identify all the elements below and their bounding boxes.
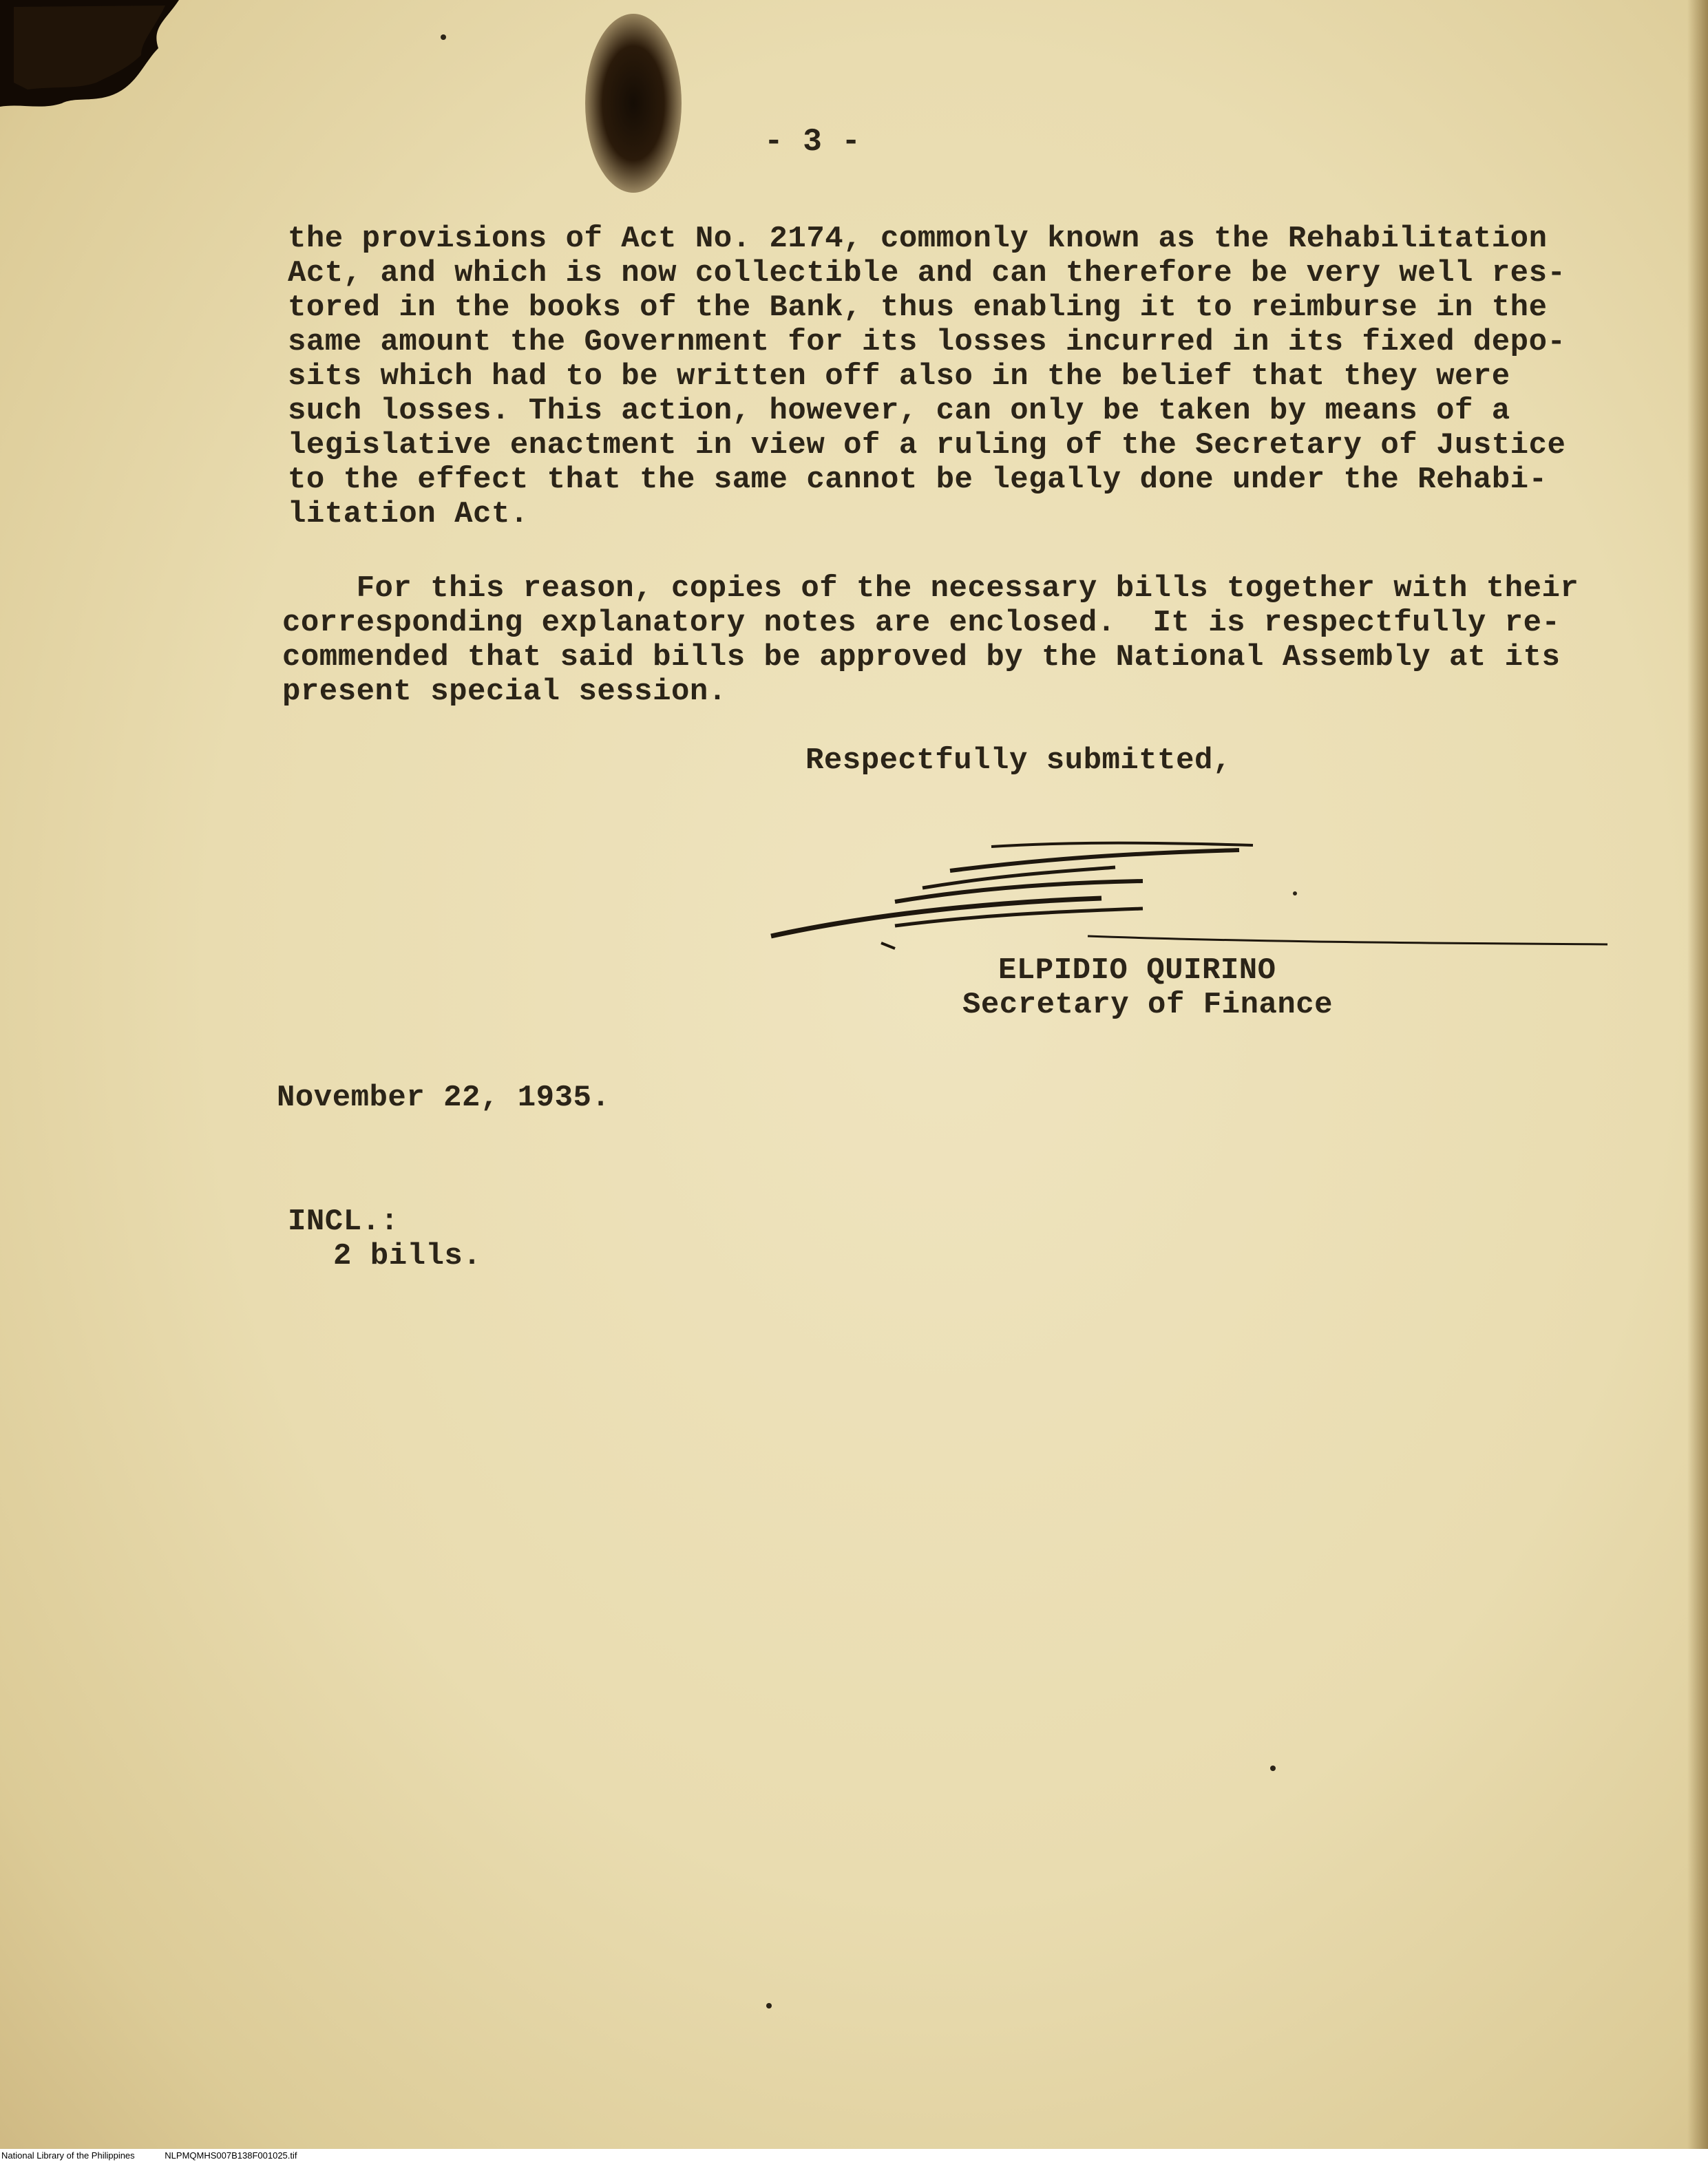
paragraph-line: the provisions of Act No. 2174, commonly known as the Rehabilitation [288, 222, 1548, 256]
signature [757, 833, 1618, 971]
paragraph-line: to the effect that the same cannot be legally done under the Rehabi- [288, 463, 1548, 497]
speck [1293, 891, 1297, 895]
page-edge-shadow [1687, 0, 1708, 2162]
paragraph-line: commended that said bills be approved by the National Assembly at its [282, 640, 1561, 675]
enclosure-label: INCL.: [288, 1205, 399, 1239]
paragraph-line: such losses. This action, however, can only be taken by means of a [288, 394, 1510, 428]
date: November 22, 1935. [277, 1081, 611, 1115]
burn-stain [585, 14, 682, 193]
paragraph-line: For this reason, copies of the necessary bills together with their [282, 571, 1579, 606]
paragraph-line: corresponding explanatory notes are enclosed. It is respectfully re- [282, 606, 1561, 640]
closing: Respectfully submitted, [805, 743, 1232, 778]
speck [1270, 1766, 1276, 1771]
burn-damage-corner [0, 0, 207, 124]
paragraph-line: tored in the books of the Bank, thus enabling it to reimburse in the [288, 290, 1548, 325]
signatory-title: Secretary of Finance [962, 988, 1333, 1022]
signatory-name: ELPIDIO QUIRINO [998, 953, 1276, 988]
speck [766, 2003, 772, 2009]
paragraph-line: legislative enactment in view of a ruling of the Secretary of Justice [288, 428, 1566, 463]
paragraph-line: same amount the Government for its losses incurred in its fixed depo- [288, 325, 1566, 359]
paragraph-line: Act, and which is now collectible and can therefore be very well res- [288, 256, 1566, 290]
footer-library: National Library of the Philippines [1, 2150, 135, 2161]
page-number: - 3 - [764, 124, 861, 160]
speck [441, 34, 446, 40]
paragraph-line: sits which had to be written off also in the belief that they were [288, 359, 1510, 394]
enclosure-item: 2 bills. [333, 1239, 482, 1273]
paragraph-line: litation Act. [288, 497, 529, 531]
paragraph-line: present special session. [282, 675, 727, 709]
footer-file-id: NLPMQMHS007B138F001025.tif [165, 2150, 297, 2161]
footer [1, 2150, 297, 2161]
